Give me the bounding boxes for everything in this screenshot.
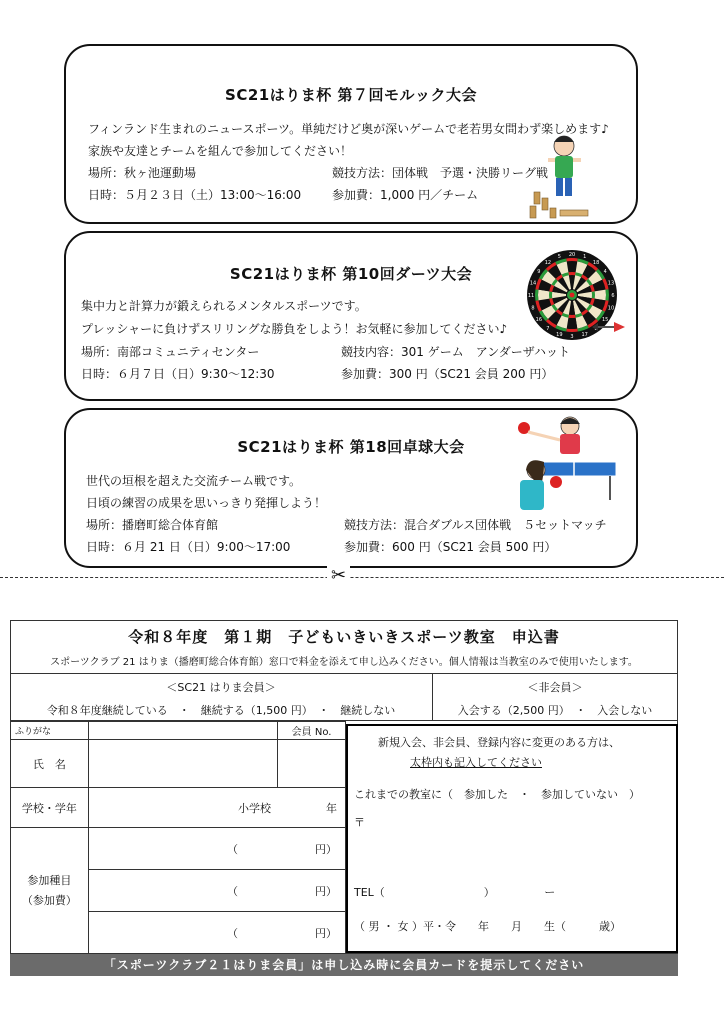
- dartboard-number: 3: [570, 334, 574, 340]
- category-fee-field[interactable]: （ 円）: [88, 828, 345, 870]
- new-member-note: 新規入会、非会員、登録内容に変更のある方は、: [378, 736, 620, 749]
- event-fee: 参加費：600 円（SC21 会員 500 円）: [344, 540, 557, 554]
- nonmember-header: ＜非会員＞: [527, 681, 583, 694]
- event-title: SC21はりま杯 第７回モルック大会: [225, 86, 477, 104]
- name-label: 氏 名: [11, 740, 89, 788]
- name-field[interactable]: [88, 740, 277, 788]
- application-form-title: 令和８年度 第１期 子どもいきいきスポーツ教室 申込書: [128, 628, 560, 646]
- dartboard-segment: [568, 272, 575, 275]
- event-description: プレッシャーに負けずスリリングな勝負をしよう！お気軽に参加してください♪: [81, 322, 508, 336]
- dartboard-number: 11: [527, 293, 535, 299]
- school-label: 学校・学年: [11, 788, 89, 828]
- event-fee: 参加費：1,000 円／チーム: [332, 188, 479, 202]
- event-method: 競技方法：団体戦 予選・決勝リーグ戦: [332, 166, 549, 180]
- event-date: 日時：６月７日（日）9:30～12:30: [81, 367, 275, 381]
- new-member-box: [346, 724, 678, 953]
- dartboard-number: 18: [592, 259, 600, 266]
- applicant-table: [10, 721, 346, 954]
- member-card-notice: 「スポーツクラブ２１はりま会員」は申し込み時に会員カードを提示してください: [10, 954, 678, 976]
- category-label: [11, 828, 89, 954]
- phone-field[interactable]: TEL（ ） ー: [354, 886, 556, 899]
- participation-history[interactable]: これまでの教室に（ 参加した ・ 参加していない ）: [354, 788, 640, 801]
- event-description: 集中力と計算力が鍛えられるメンタルスポーツです。: [81, 299, 367, 313]
- dartboard-number: 10: [607, 305, 615, 312]
- dartboard-number: 6: [611, 293, 615, 299]
- category-fee-text: （参加費）: [21, 893, 77, 907]
- dartboard-number: 20: [568, 252, 576, 258]
- nonmember-options[interactable]: 入会する（2,500 円） ・ 入会しない: [457, 704, 653, 717]
- event-title: SC21はりま杯 第18回卓球大会: [237, 438, 465, 456]
- molkky-player-illustration: [528, 128, 592, 220]
- member-no-label: 会員 No.: [278, 722, 346, 740]
- event-place: 場所：南部コミュニティセンター: [81, 345, 260, 359]
- dartboard-segment: [549, 291, 552, 298]
- school-field[interactable]: 小学校 年: [88, 788, 345, 828]
- postal-code-field[interactable]: 〒: [354, 816, 365, 829]
- dartboard-number: 1: [583, 254, 587, 261]
- dartboard-number: 7: [546, 326, 550, 333]
- dartboard-number: 5: [557, 254, 561, 261]
- member-no-field[interactable]: [278, 740, 346, 788]
- dartboard-number: 8: [531, 305, 535, 312]
- furigana-label: ふりがな: [11, 722, 89, 740]
- event-description: 世代の垣根を超えた交流チーム戦です。: [86, 474, 302, 488]
- dartboard-number: 19: [556, 331, 563, 338]
- event-place: 場所：播磨町総合体育館: [86, 518, 219, 532]
- category-fee-field[interactable]: （ 円）: [88, 912, 345, 954]
- dartboard-segment: [592, 291, 595, 298]
- dartboard-number: 15: [601, 317, 609, 324]
- dartboard-number: 13: [607, 280, 615, 287]
- event-date: 日時：６月 21 日（日）9:00～17:00: [86, 540, 291, 554]
- scissors-icon: ✂: [327, 565, 350, 586]
- event-description: 家族や友達とチームを組んで参加してください！: [88, 144, 353, 158]
- event-title: SC21はりま杯 第10回ダーツ大会: [229, 265, 473, 283]
- gender-birth-field[interactable]: （ 男 ・ 女 ）平・令 年 月 生（ 歳）: [354, 920, 621, 933]
- event-fee: 参加費：300 円（SC21 会員 200 円）: [341, 367, 554, 381]
- dartboard-number: 14: [529, 280, 537, 287]
- event-description: 日頃の練習の成果を思いっきり発揮しよう！: [86, 496, 327, 510]
- dartboard-number: 17: [581, 331, 588, 338]
- category-label-text: 参加種目: [27, 873, 72, 887]
- event-method: 競技方法：混合ダブルス団体戦 ５セットマッチ: [344, 518, 607, 532]
- member-options[interactable]: 令和８年度継続している ・ 継続する（1,500 円） ・ 継続しない: [46, 704, 396, 717]
- dartboard-number: 12: [544, 259, 552, 266]
- dartboard-segment: [606, 289, 609, 301]
- application-form-subtitle: スポーツクラブ 21 はりま（播磨町総合体育館）窓口で料金を添えて申し込みください。個人情報は当教室のみで使用いたします。: [50, 657, 638, 668]
- event-date: 日時：５月２３日（土）13:00～16:00: [88, 188, 302, 202]
- category-fee-field[interactable]: （ 円）: [88, 870, 345, 912]
- dartboard-segment: [535, 289, 538, 301]
- event-method: 競技内容：301 ゲーム アンダーザハット: [341, 345, 571, 359]
- member-header: ＜SC21 はりま会員＞: [166, 681, 276, 694]
- table-tennis-illustration: [514, 412, 622, 516]
- dartboard-segment: [568, 315, 575, 318]
- event-place: 場所：秋ヶ池運動場: [88, 166, 197, 180]
- dart-icon: [592, 318, 626, 336]
- dartboard-number: 9: [537, 268, 541, 275]
- furigana-field[interactable]: [88, 722, 277, 740]
- dartboard-number: 16: [535, 317, 543, 324]
- dartboard-number: 4: [603, 268, 607, 275]
- cut-line: [0, 577, 724, 578]
- new-member-note-underlined: 太枠内も記入してください: [410, 756, 542, 769]
- event-description: フィンランド生まれのニュースポーツ。単純だけど奥が深いゲームで老若男女問わず楽しめます♪: [88, 122, 609, 136]
- dartboard-segment: [566, 258, 578, 261]
- dartboard-segment: [566, 329, 578, 332]
